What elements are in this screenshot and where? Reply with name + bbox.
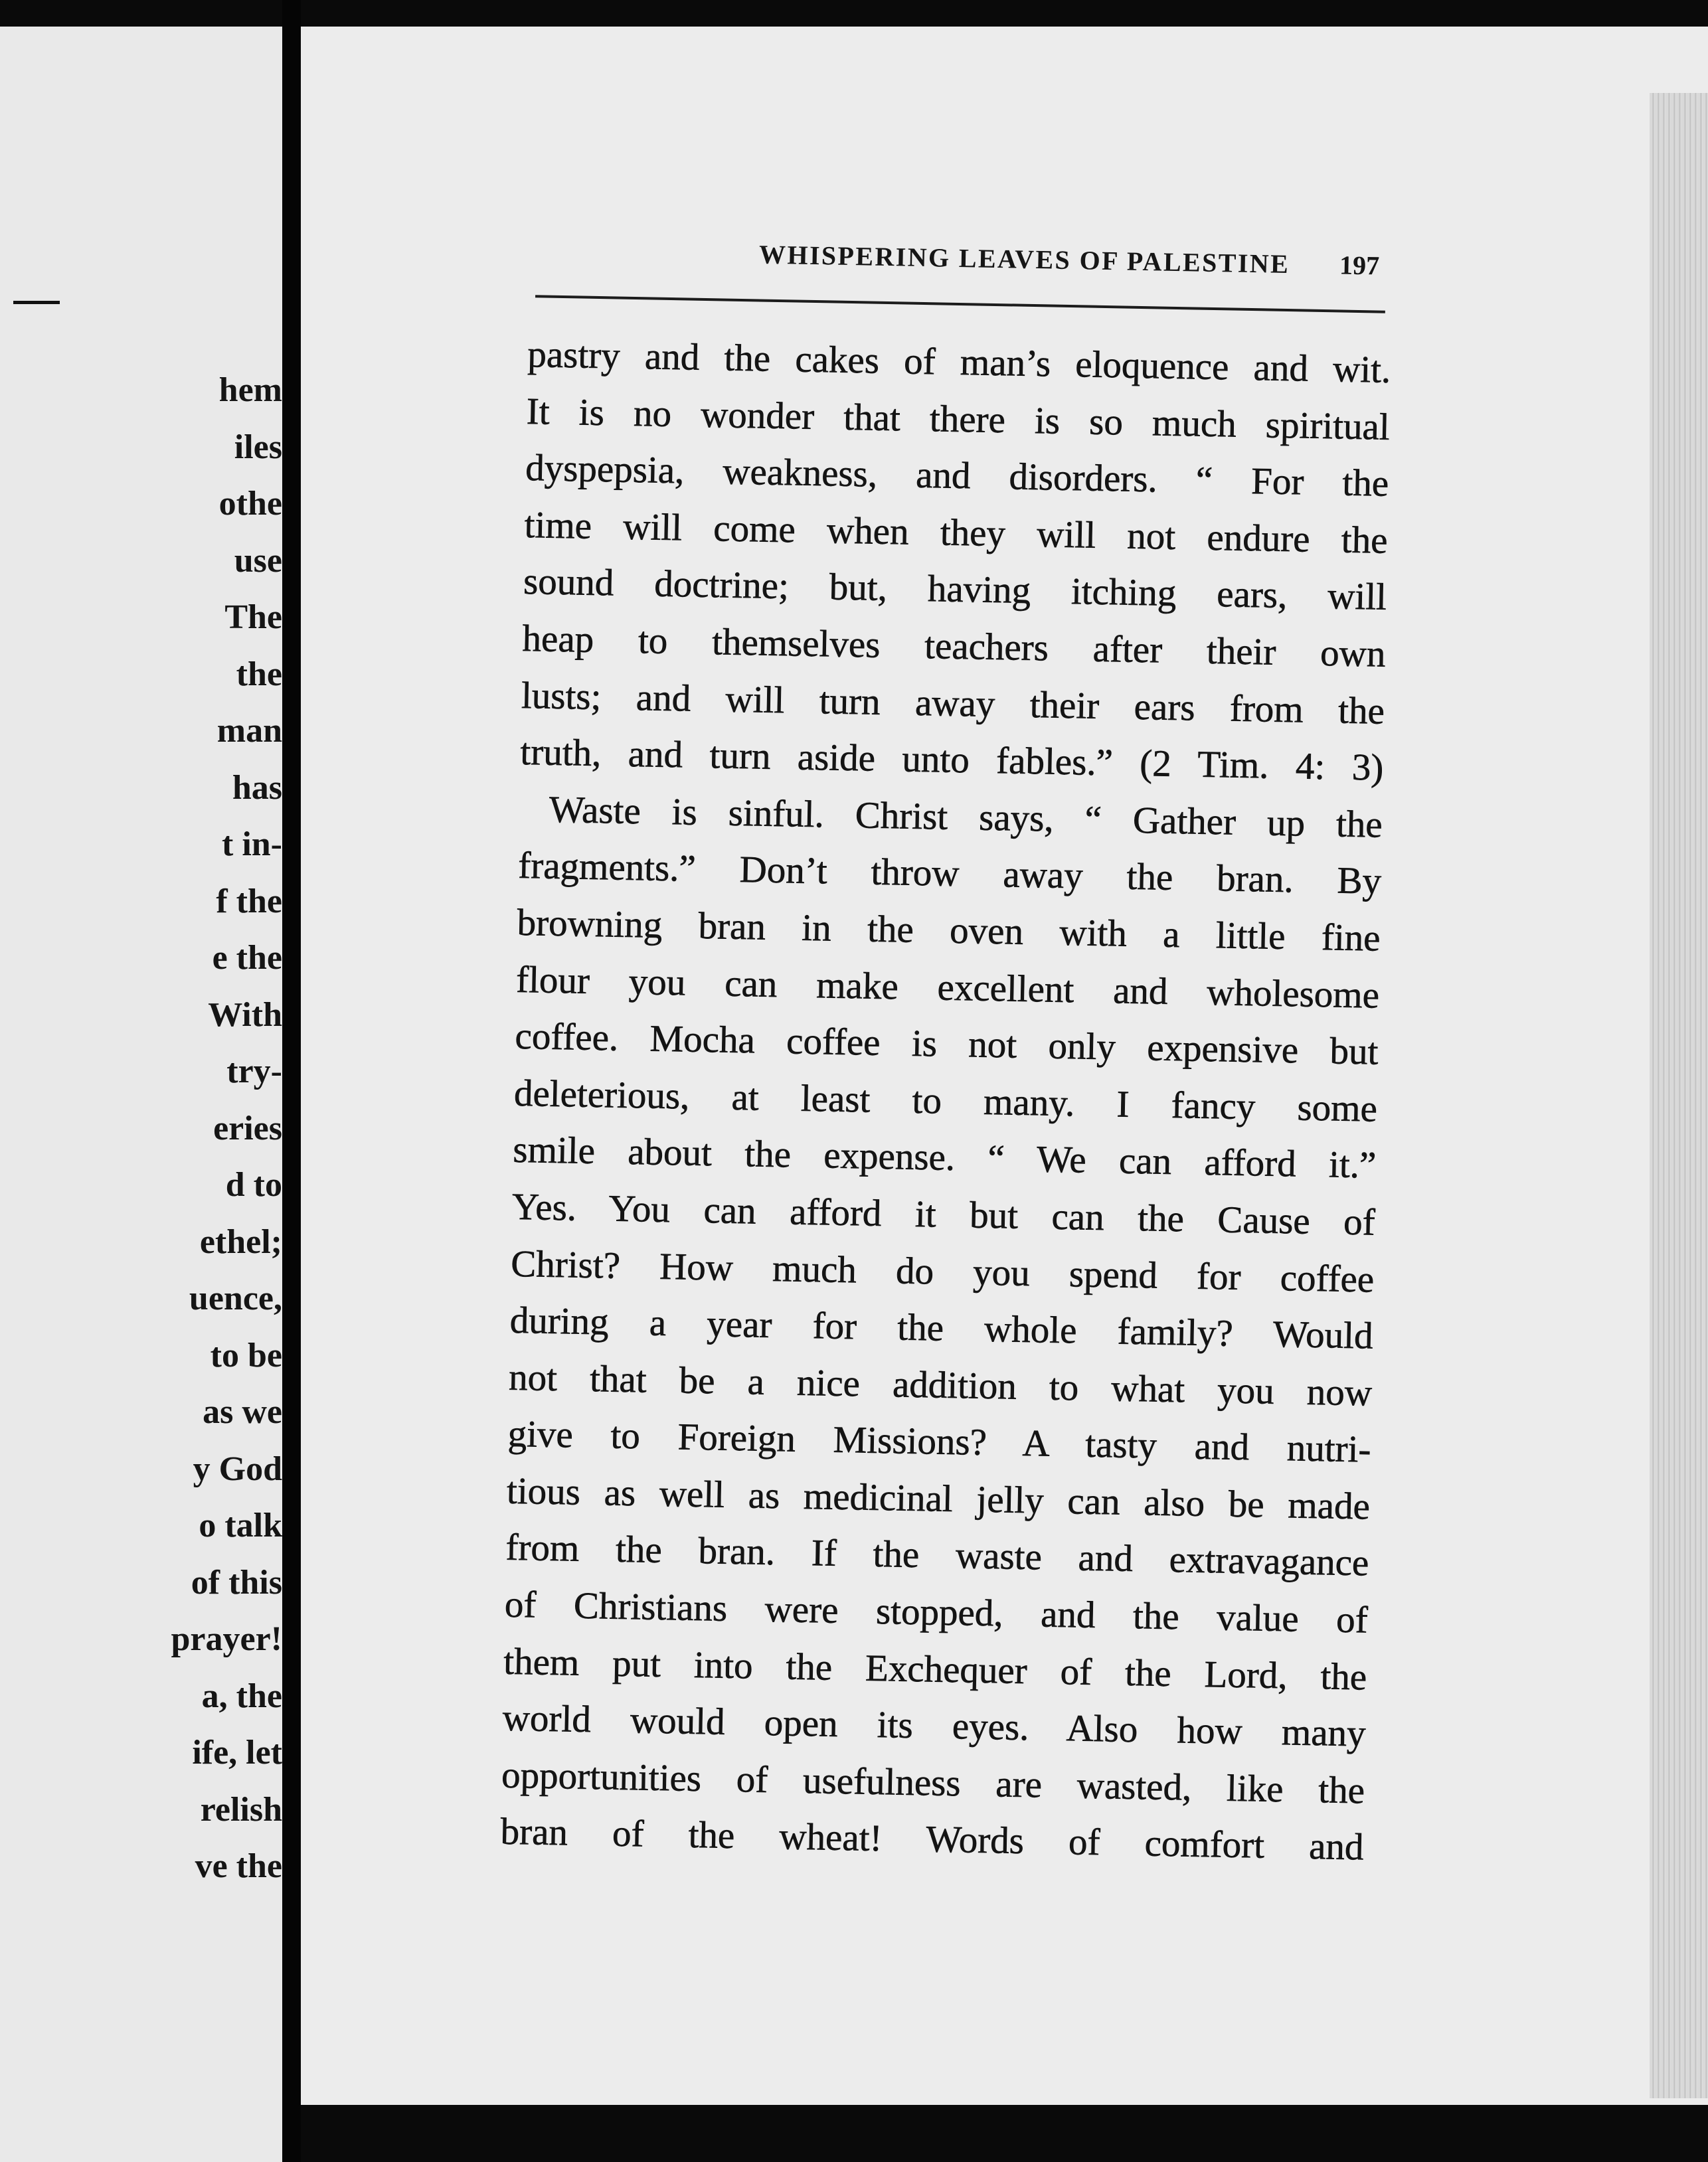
text-line: Yes. You can afford it but can the Cause of [511,1185,1376,1244]
page-edge-stack [1650,93,1708,2098]
facing-line: y God [193,1450,282,1488]
text-line: give to Foreign Missions? A tasty and nutri- [507,1413,1372,1471]
text-line: tious as well as medicinal jelly can also be made [506,1469,1371,1528]
facing-line: ife, let [192,1734,282,1772]
text-line: pastry and the cakes of man’s eloquence and wit. [527,333,1391,391]
facing-line: of this [191,1563,282,1602]
facing-line: as we [203,1393,282,1431]
facing-line: uence, [189,1280,282,1317]
facing-page-rule [13,301,60,304]
facing-line: eries [213,1109,282,1147]
facing-line: o talk [199,1507,282,1544]
text-line: not that be a nice addition to what you now [508,1356,1373,1414]
text-line: opportunities of usefulness are wasted, like the [501,1754,1365,1812]
facing-line: With [208,995,282,1034]
facing-line: f the [216,882,282,920]
text-line: from the bran. If the waste and extravagance [505,1527,1369,1585]
text-line: dyspepsia, weakness, and disorders. “ For the [525,447,1389,505]
facing-line: t in- [222,825,282,863]
text-line: of Christians were stopped, and the value of [504,1583,1369,1641]
text-line: It is no wonder that there is so much spiritual [526,390,1391,448]
facing-line: hem [218,371,282,409]
facing-line: e the [212,939,282,977]
text-line: fragments.” Don’t throw away the bran. By [517,845,1382,903]
text-line: time will come when they will not endure the [524,503,1389,562]
text-line: smile about the expense. “ We can afford it.” [512,1129,1377,1187]
text-line: lusts; and will turn away their ears from the [521,674,1385,732]
facing-line: ethel; [199,1222,282,1261]
text-line: flour you can make excellent and wholesome [515,958,1380,1017]
text-line: browning bran in the oven with a little fine [517,901,1381,959]
text-line: coffee. Mocha coffee is not only expensive but [515,1015,1379,1073]
text-line: truth, and turn aside unto fables.” (2 Tim. 4: 3) [519,731,1384,789]
text-line: deleterious, at least to many. I fancy some [513,1072,1378,1130]
facing-line: iles [234,428,282,466]
text-line: Waste is sinful. Christ says, “ Gather up the [549,788,1383,846]
facing-line: d to [225,1166,282,1204]
facing-line: The [224,598,282,636]
facing-line: has [232,768,282,807]
facing-page [0,27,282,2162]
facing-line: to be [210,1336,282,1374]
body-text [500,326,1391,1876]
text-line: world would open its eyes. Also how many [502,1697,1367,1755]
text-line: Christ? How much do you spend for coffee [510,1242,1375,1301]
facing-line: try- [226,1052,282,1090]
text-line: sound doctrine; but, having itching ears, will [523,560,1387,619]
facing-line: ve the [195,1847,282,1885]
text-line: during a year for the whole family? Would [509,1299,1374,1357]
facing-page-text [171,362,282,1895]
facing-line: the [236,655,282,693]
text-line: heap to themselves teachers after their own [522,617,1386,675]
running-title: WHISPERING LEAVES OF PALESTINE [758,239,1290,280]
text-line: bran of the wheat! Words of comfort and [500,1811,1365,1869]
facing-line: prayer! [171,1620,282,1658]
facing-line: a, the [201,1677,282,1715]
facing-line: othe [218,485,282,523]
text-line: them put into the Exchequer of the Lord, the [503,1640,1367,1699]
facing-line: relish [200,1790,282,1829]
facing-line: man [216,712,282,750]
page-number: 197 [1339,250,1380,281]
book-gutter [282,0,301,2162]
facing-line: use [234,541,282,580]
